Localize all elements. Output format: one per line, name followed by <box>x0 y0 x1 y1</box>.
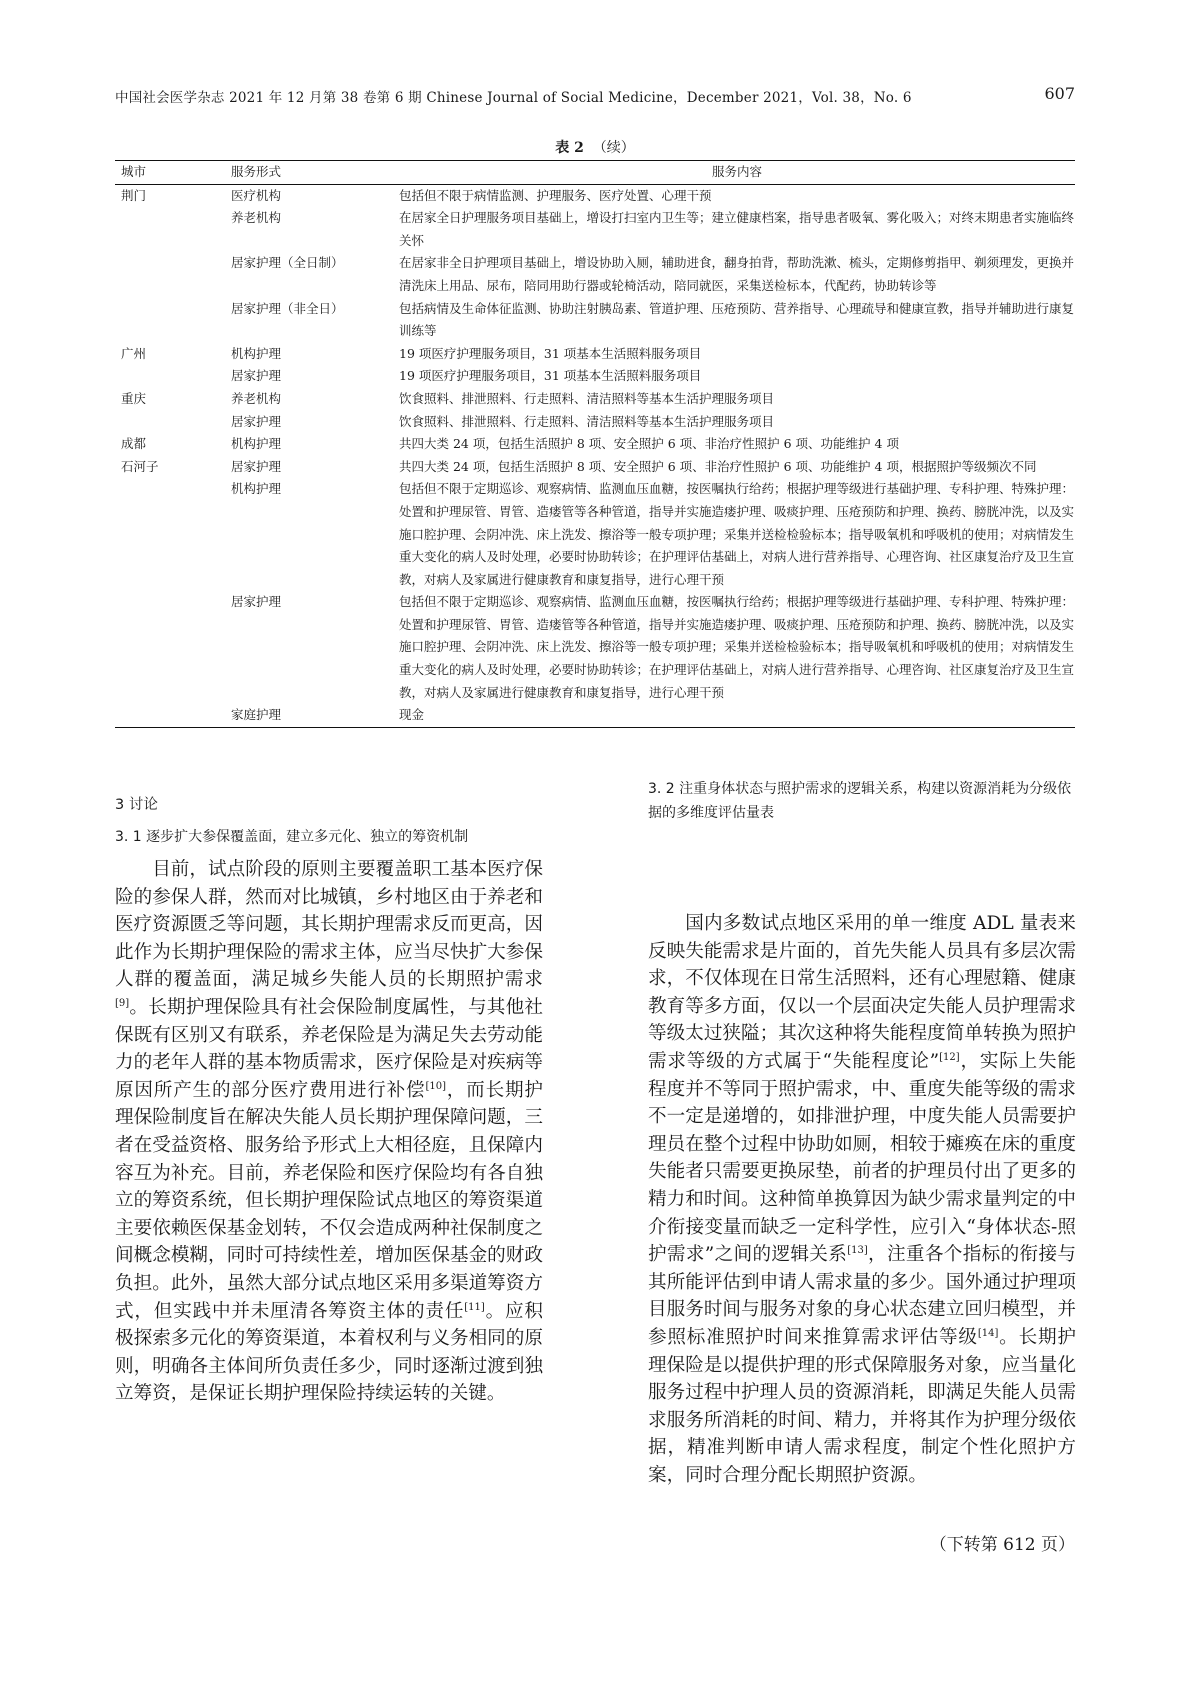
citation-ref: [10] <box>425 1080 446 1092</box>
content-cell: 共四大类 24 项，包括生活照护 8 项、安全照护 6 项、非治疗性照护 6 项、功能维护 4 项 <box>399 436 899 452</box>
form-cell: 养老机构 <box>231 210 282 226</box>
continued-note: （下转第 612 页） <box>929 1535 1075 1555</box>
form-cell: 医疗机构 <box>231 187 282 203</box>
citation-ref: [11] <box>464 1301 485 1313</box>
citation-ref: [12] <box>939 1051 960 1063</box>
content-cell: 包括但不限于定期巡诊、观察病情、监测血压血糖，按医嘱执行给药；根据护理等级进行基础护理、专科护理、特殊护理：处置和护理尿管、胃管、造瘘管等各种管道，指导并实施造瘘护理、吸痰护理、压疮预防和护理、换药、膀胱冲洗，以及实施口腔护理、会阴冲洗、床上洗发、擦浴等一般专项护理；采集并送检检验标本；指导吸氧机和呼吸机的使用；对病情发生重大变化的病人及时处理，必要时协助转诊；在护理评估基础上，对病人进行营养指导、心理咨询、社区康复治疗及卫生宣教，对病人及家属进行健康教育和康复指导，进行心理干预 <box>399 594 1075 700</box>
page-number: 607 <box>1044 84 1075 103</box>
form-cell: 居家护理（非全日） <box>231 300 344 316</box>
paragraph <box>115 856 543 1408</box>
table-row <box>115 704 1075 727</box>
city-cell <box>115 252 231 297</box>
section-3-2-heading: 3. 2 注重身体状态与照护需求的逻辑关系，构建以资源消耗为分级依据的多维度评估量表 <box>648 781 1072 821</box>
section-3-heading: 3 讨论 <box>115 797 158 813</box>
page-header <box>115 84 1075 106</box>
header-service-content: 服务内容 <box>399 161 1075 185</box>
content-cell: 在居家非全日护理项目基础上，增设协助入厕，辅助进食，翻身拍背，帮助洗漱、梳头，定期修剪指甲、剃须理发，更换并清洗床上用品、尿布，陪同用助行器或轮椅活动，陪同就医，采集送检标本，代配药，协助转诊等 <box>399 255 1075 293</box>
text-run: 目前，试点阶段的原则主要覆盖职工基本医疗保险的参保人群，然而对比城镇，乡村地区由于养老和医疗资源匮乏等问题，其长期护理需求反而更高，因此作为长期护理保险的需求主体，应当尽快扩大参保人群的覆盖面，满足城乡失能人员的长期照护需求 <box>115 859 543 991</box>
content-cell: 包括但不限于病情监测、护理服务、医疗处置、心理干预 <box>399 187 712 203</box>
table-row <box>115 388 1075 411</box>
table-row <box>115 365 1075 388</box>
form-cell: 居家护理 <box>231 594 282 610</box>
city-cell <box>115 411 231 434</box>
form-cell: 居家护理 <box>231 458 282 474</box>
text-run: 。长期护理保险具有社会保险制度属性，与其他社保既有区别又有联系，养老保险是为满足失去劳动能力的老年人群的基本物质需求，医疗保险是对疾病等原因所产生的部分医疗费用进行补偿 <box>115 996 543 1101</box>
section-3-1-heading: 3. 1 逐步扩大参保覆盖面，建立多元化、独立的筹资机制 <box>115 829 469 845</box>
text-run: ，实际上失能程度并不等同于照护需求，中、重度失能等级的需求不一定是递增的，如排泄护理，中度失能人员需要护理员在整个过程中协助如厕，相较于瘫痪在床的重度失能者只需要更换尿垫，前者的护理员付出了更多的精力和时间。这种简单换算因为缺少需求量判定的中介衔接变量而缺乏一定科学性，应引入“身体状态-照护需求”之间的逻辑关系 <box>648 1050 1076 1266</box>
table-row <box>115 184 1075 207</box>
form-cell: 机构护理 <box>231 345 282 361</box>
content-cell: 包括病情及生命体征监测、协助注射胰岛素、管道护理、压疮预防、营养指导、心理疏导和健康宣教，指导并辅助进行康复训练等 <box>399 300 1075 339</box>
content-cell: 现金 <box>399 704 1075 727</box>
table-row <box>115 343 1075 366</box>
text-run: ，而长期护理保险制度旨在解决失能人员长期护理保障问题，三者在受益资格、服务给予形式上大相径庭，且保障内容互为补充。目前，养老保险和医疗保险均有各自独立的筹资系统，但长期护理保险试点地区的筹资渠道主要依赖医保基金划转，不仅会造成两种社保制度之间概念模糊，同时可持续性差，增加医保基金的财政负担。此外，虽然大部分试点地区采用多渠道筹资方式，但实践中并未厘清各筹资主体的责任 <box>115 1079 543 1322</box>
form-cell: 机构护理 <box>231 436 282 452</box>
content-cell: 19 项医疗护理服务项目，31 项基本生活照料服务项目 <box>399 345 702 361</box>
city-cell <box>115 365 231 388</box>
journal-citation: 中国社会医学杂志 2021 年 12 月第 38 卷第 6 期 Chinese Journal of Social Medicine，December 2021，Vol. 38，No. 6 <box>115 90 912 106</box>
table-row <box>115 252 1075 297</box>
table-row <box>115 298 1075 343</box>
city-cell: 广州 <box>121 345 147 361</box>
content-cell: 共四大类 24 项，包括生活照护 8 项、安全照护 6 项、非治疗性照护 6 项、功能维护 4 项，根据照护等级频次不同 <box>399 458 1037 474</box>
header-city: 城市 <box>115 161 231 185</box>
form-cell: 机构护理 <box>231 481 282 497</box>
form-cell: 居家护理 <box>231 368 282 384</box>
text-run: 。应积极探索多元化的筹资渠道，本着权利与义务相同的原则，明确各主体间所负责任多少，同时逐渐过渡到独立筹资，是保证长期护理保险持续运转的关键。 <box>115 1300 543 1405</box>
right-column <box>648 910 1076 1489</box>
table-row <box>115 207 1075 252</box>
city-cell <box>115 591 231 704</box>
city-cell: 荆门 <box>121 187 147 203</box>
form-cell: 家庭护理 <box>231 704 399 727</box>
content-cell: 在居家全日护理服务项目基础上，增设打扫室内卫生等；建立健康档案，指导患者吸氧、雾化吸入；对终末期患者实施临终关怀 <box>399 210 1075 248</box>
table-caption-suffix: （续） <box>592 140 635 156</box>
form-cell: 养老机构 <box>231 390 282 406</box>
citation-ref: [13] <box>847 1244 868 1256</box>
form-cell: 居家护理 <box>231 413 282 429</box>
left-column <box>115 856 543 1408</box>
content-cell: 饮食照料、排泄照料、行走照料、清洁照料等基本生活护理服务项目 <box>399 390 775 406</box>
table-row <box>115 433 1075 456</box>
header-service-form: 服务形式 <box>231 161 399 185</box>
city-cell <box>115 704 231 727</box>
table-row <box>115 411 1075 434</box>
city-cell <box>115 478 231 591</box>
text-run: 国内多数试点地区采用的单一维度 ADL 量表来反映失能需求是片面的，首先失能人员具有多层次需求，不仅体现在日常生活照料，还有心理慰籍、健康教育等多方面，仅以一个层面决定失能人员护理需求等级太过狭隘；其次这种将失能程度简单转换为照护需求等级的方式属于“失能程度论” <box>648 913 1076 1072</box>
text-run: 。长期护理保险是以提供护理的形式保障服务对象，应当量化服务过程中护理人员的资源消耗，即满足失能人员需求服务所消耗的时间、精力，并将其作为护理分级依据，精准判断申请人需求程度，制定个性化照护方案，同时合理分配长期照护资源。 <box>648 1326 1076 1486</box>
content-cell: 包括但不限于定期巡诊、观察病情、监测血压血糖，按医嘱执行给药；根据护理等级进行基础护理、专科护理、特殊护理：处置和护理尿管、胃管、造瘘管等各种管道，指导并实施造瘘护理、吸痰护理、压疮预防和护理、换药、膀胱冲洗，以及实施口腔护理、会阴冲洗、床上洗发、擦浴等一般专项护理；采集并送检检验标本；指导吸氧机和呼吸机的使用；对病情发生重大变化的病人及时处理，必要时协助转诊；在护理评估基础上，对病人进行营养指导、心理咨询、社区康复治疗及卫生宣教，对病人及家属进行健康教育和康复指导，进行心理干预 <box>399 481 1075 587</box>
table-row <box>115 591 1075 704</box>
text-run: ，注重各个指标的衔接与其所能评估到申请人需求量的多少。国外通过护理项目服务时间与服务对象的身心状态建立回归模型，并参照标准照护时间来推算需求评估等级 <box>648 1244 1076 1348</box>
citation-ref: [9] <box>115 997 130 1009</box>
content-cell: 19 项医疗护理服务项目，31 项基本生活照料服务项目 <box>399 368 702 384</box>
table-caption <box>115 137 1075 157</box>
form-cell: 居家护理（全日制） <box>231 255 344 271</box>
city-cell: 成都 <box>121 436 147 452</box>
table-row <box>115 456 1075 479</box>
city-cell <box>115 207 231 252</box>
table-header-row <box>115 161 1075 185</box>
table-row <box>115 478 1075 591</box>
service-table <box>115 160 1075 728</box>
paragraph <box>648 910 1076 1489</box>
content-cell: 饮食照料、排泄照料、行走照料、清洁照料等基本生活护理服务项目 <box>399 413 775 429</box>
table-caption-label: 表 2 <box>555 140 584 156</box>
city-cell: 石河子 <box>121 458 159 474</box>
citation-ref: [14] <box>977 1327 999 1339</box>
city-cell: 重庆 <box>121 390 147 406</box>
city-cell <box>115 298 231 343</box>
